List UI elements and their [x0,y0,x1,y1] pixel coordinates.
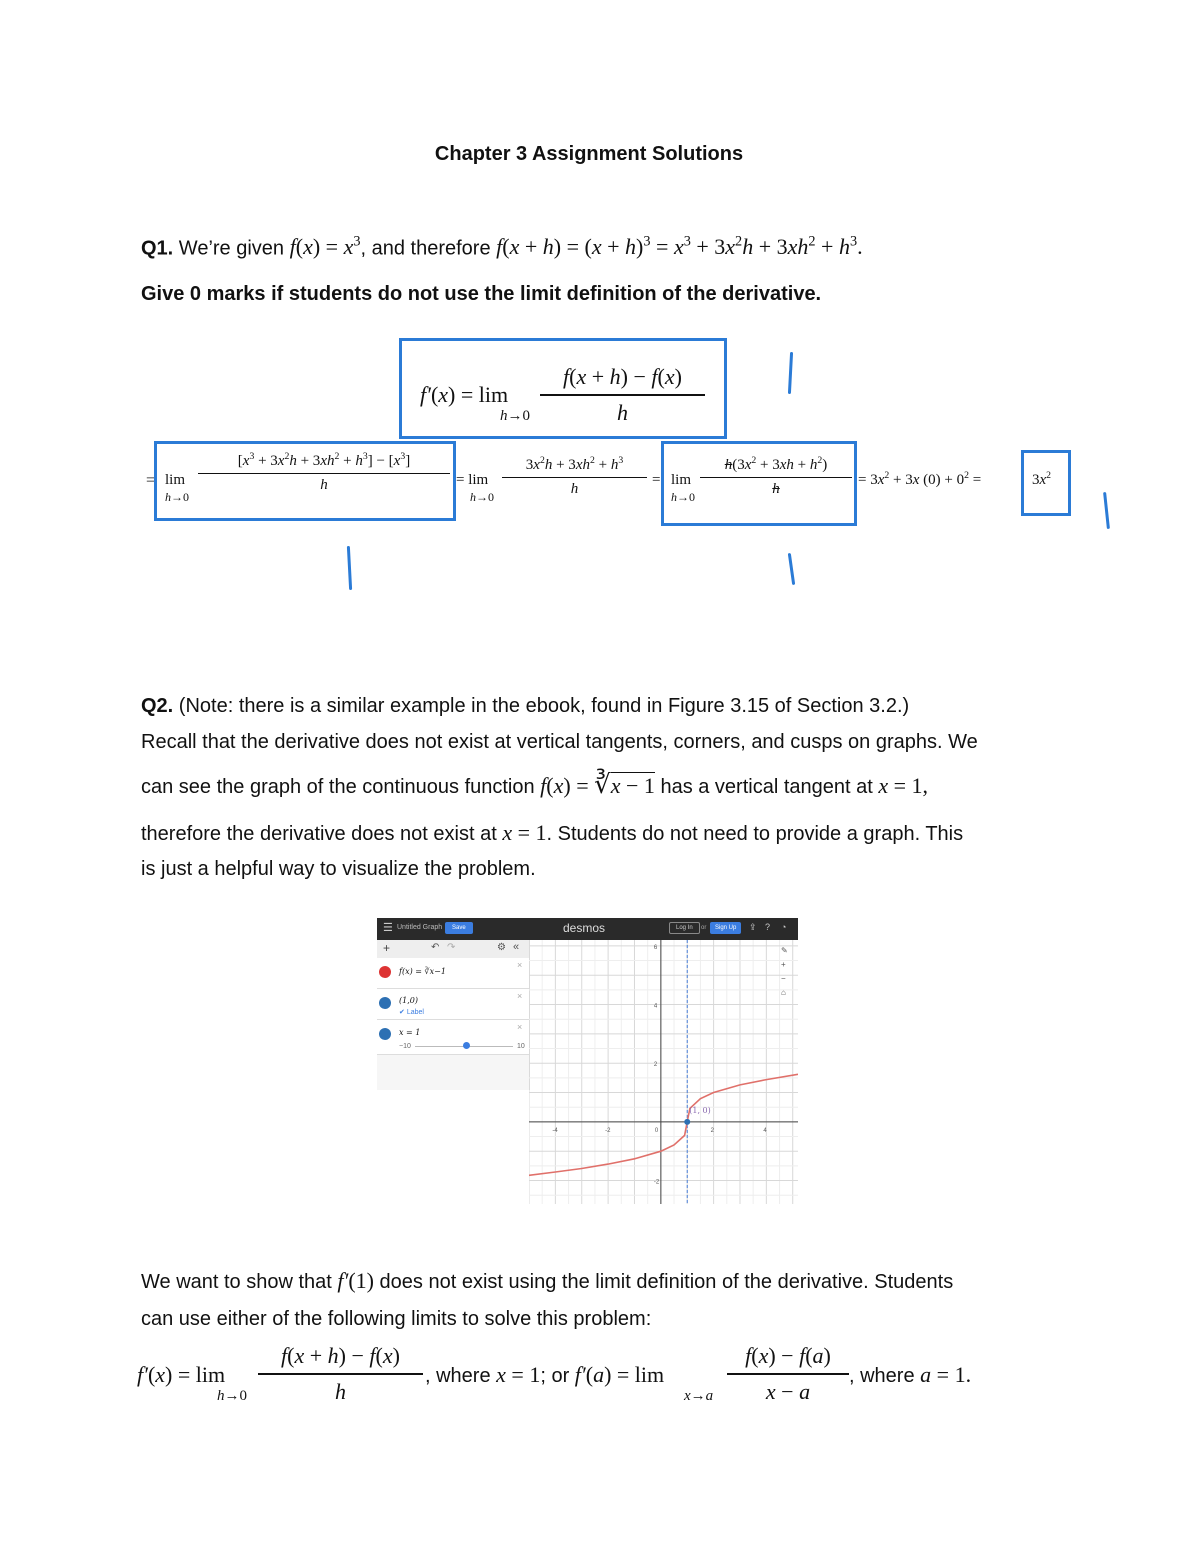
step1-fraction: $[x^3 + 3x^2h + 3xh^2 + h^3] - [x^3]$ h [198,451,450,494]
grading-tick-mark [347,546,352,590]
q1-intro-b: , and therefore [360,237,497,260]
zoom-controls [781,944,788,1000]
undo-icon[interactable]: ↶ [431,942,440,953]
y-tick-label: 2 [653,1062,658,1069]
q1-intro-a: We’re given [173,237,290,260]
point-label: (1, 0) [689,1105,711,1115]
delete-icon[interactable]: × [517,991,523,1001]
q1-grading-note: Give 0 marks if students do not use the limit definition of the derivative. [141,283,822,305]
q2-label: Q2. [141,695,174,717]
q1-statement [141,234,863,260]
q2-line2: Recall that the derivative does not exist at vertical tangents, corners, and cusps on graphs. We [141,731,978,753]
collapse-icon[interactable]: « [513,941,520,953]
formula2-lhs: f′(a) = lim [574,1362,665,1387]
redo-icon[interactable]: ↷ [447,942,456,953]
q2-after-line1 [141,1263,953,1300]
delete-icon[interactable]: × [517,960,523,970]
eq-sign-3: = [652,472,661,488]
page-title: Chapter 3 Assignment Solutions [434,143,744,165]
desmos-logo: desmos [563,921,606,935]
x-tick-label: -2 [605,1127,611,1134]
step3-fraction: $h(3x^2 + 3xh + h^2)$ h [700,455,852,498]
wrench-icon[interactable]: ✎ [781,946,788,955]
step2-fraction: $3x^2h + 3xh^2 + h^3$ h [502,455,647,498]
slider-min: −10 [399,1043,411,1050]
expression-row[interactable] [377,989,529,1020]
add-expression-icon[interactable]: + [383,941,391,955]
slider-max: 10 [517,1043,525,1050]
expression-row[interactable] [377,958,529,989]
formula-conditions-2 [849,1362,971,1388]
help-icon[interactable]: ? [765,922,771,932]
signup-button[interactable]: Sign Up [710,922,741,934]
line-color-icon[interactable] [379,1028,391,1040]
function-curve [529,1074,798,1175]
expression-text[interactable]: f(x) = ∛x−1 [399,967,446,976]
y-tick-label: 4 [653,1003,658,1010]
q2-note: (Note: there is a similar example in the ebook, found in Figure 3.15 of Section 3.2.) [173,695,910,717]
y-tick-label: -2 [653,1179,660,1186]
expression-text[interactable]: (1,0) [399,996,418,1005]
step2-lim: = lim h→0 [456,472,494,504]
graph-canvas[interactable] [529,940,798,1204]
q2-line4 [141,815,963,852]
login-button[interactable]: Log In [669,922,700,934]
where-text-2: , where [849,1365,921,1387]
x-equals-1: x = 1 [496,1362,541,1387]
or-text: or [701,925,707,931]
formula-conditions-1 [425,1362,664,1388]
q2-line4b: . Students do not need to provide a graph. This [546,823,964,845]
graph-color-icon[interactable] [379,966,391,978]
globe-icon[interactable]: ◔ [781,922,787,932]
point-marker [684,1119,690,1125]
formula2-subscript: x→a [684,1388,714,1404]
q2-line5: is just a helpful way to visualize the problem. [141,858,536,880]
expression-toolbar [377,940,529,959]
step4-result: = $3x^2 + 3x$ $(0) + 0^2$ = [858,470,982,488]
graph-title[interactable]: Untitled Graph [397,924,443,931]
point-color-icon[interactable] [379,997,391,1009]
menu-icon[interactable]: ☰ [383,922,393,934]
expression-panel [377,940,530,1090]
label-checkbox[interactable]: ✔ Label [399,1009,424,1016]
final-answer: $3x^2$ [1032,470,1052,488]
q2-after1a: We want to show that [141,1271,338,1293]
x-tick-label: 2 [710,1127,714,1134]
desmos-screenshot [377,918,798,1204]
q1-label: Q1. [141,237,174,260]
q2-line3 [141,767,928,805]
q1-fx-formula: $f(x) = x^3$ [289,234,361,260]
grading-tick-mark [788,352,793,394]
y-tick-label: 6 [653,944,658,951]
desmos-toolbar [377,918,798,940]
q2-after-line2: can use either of the following limits to solve this problem: [141,1308,652,1330]
q2-x-equals-1b: x = 1 [502,820,547,845]
settings-icon[interactable]: ⚙ [497,942,506,953]
home-icon[interactable]: ⌂ [781,988,786,997]
limit-definition-fraction: f(x + h) − f(x) h [540,364,705,426]
zoom-out-icon[interactable]: − [781,974,786,983]
eq-sign-1: = [146,472,156,489]
or-text: ; or [540,1365,575,1387]
q1-fxh-expansion: $f(x + h) = (x + h)^3 = x^3 + 3x^2h + 3xh^2 + h^3$. [496,234,863,260]
q2-x-equals-1: x = 1, [878,773,929,798]
q2-line3b: has a vertical tangent at [654,776,879,798]
step3-lim: lim h→0 [671,472,695,504]
a-equals-1: a = 1. [920,1362,972,1387]
share-icon[interactable]: ⇪ [749,922,757,932]
expression-text[interactable]: x = 1 [399,1028,421,1037]
grading-tick-mark [788,553,795,585]
q2-after1b: does not exist using the limit definition of the derivative. Students [374,1271,954,1293]
x-tick-label: 4 [763,1127,767,1134]
x-tick-label: 0 [654,1127,659,1134]
formula1-fraction: f(x + h) − f(x) h [258,1343,423,1405]
formula1-lhs: f′(x) = lim [137,1362,226,1387]
limit-definition-lhs: f′(x) = lim [420,382,509,407]
q2-line4a: therefore the derivative does not exist at [141,823,503,845]
limit-subscript: h→0 [500,408,530,424]
zoom-in-icon[interactable]: + [781,960,786,969]
step1-lim: lim h→0 [165,472,189,504]
q2-line1 [141,688,909,724]
save-button[interactable]: Save [445,922,473,934]
fprime-of-1: f′(1) [337,1268,374,1293]
formula1-subscript: h→0 [217,1388,247,1404]
slider-handle[interactable] [463,1042,470,1049]
label-text: Label [406,1009,424,1016]
grading-tick-mark [1103,492,1110,529]
where-text-1: , where [425,1365,497,1387]
q2-function-formula: f(x) = ∛x − 1 [540,770,655,799]
formula2-fraction: f(x) − f(a) x − a [727,1343,849,1405]
x-tick-label: -4 [552,1127,558,1134]
q2-line3a: can see the graph of the continuous function [141,776,541,798]
expression-row[interactable] [377,1020,529,1055]
delete-icon[interactable]: × [517,1022,523,1032]
